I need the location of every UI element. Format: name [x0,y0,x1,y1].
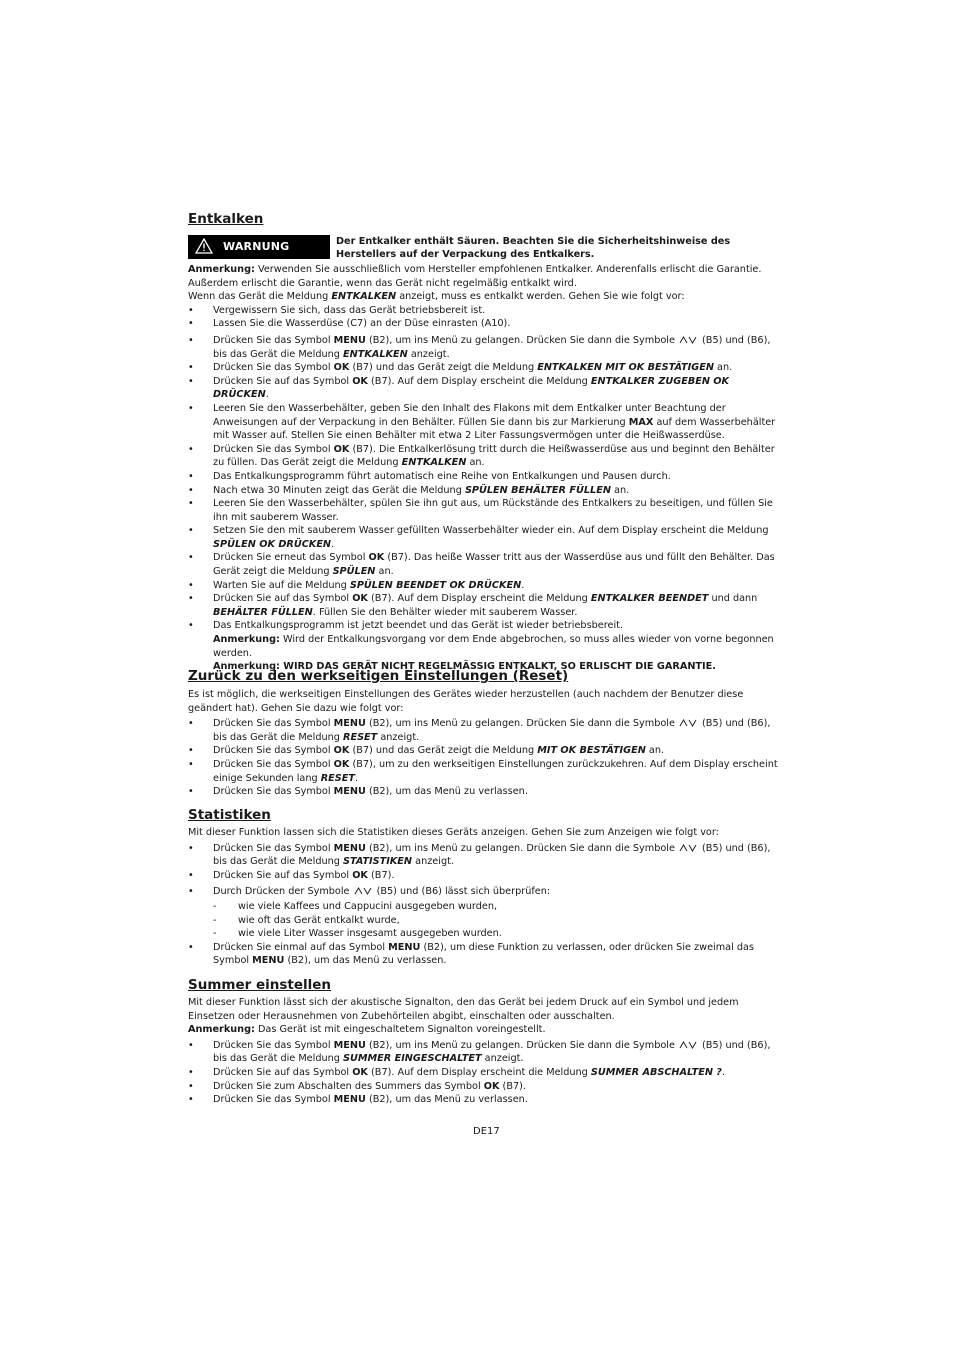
list-item: • Drücken Sie zum Abschalten des Summers das Symbol OK (B7). [188,1080,782,1094]
up-down-arrows-icon [679,336,697,344]
list-item: • Das Entkalkungsprogramm ist jetzt beendet und das Gerät ist wieder betriebsbereit. Anmerkung: Wird der Entkalkungsvorgang vor dem Ende abgebrochen, so muss alles wieder von vorne begonnen werden. Anmerkung: WIRD DAS GERÄT NICHT REGELMÄSSIG ENTKALKT, SO ERLISCHT DIE GARANTIE. [188,619,782,673]
list-item: • Drücken Sie das Symbol MENU (B2), um ins Menü zu gelangen. Drücken Sie dann die Symbole (B5) und (B6), bis das Gerät die Meldung RESET anzeigt. [188,717,782,744]
page-number: DE17 [473,1126,500,1137]
reset-body [188,688,782,799]
list-item: • Drücken Sie das Symbol MENU (B2), um ins Menü zu gelangen. Drücken Sie dann die Symbole (B5) und (B6), bis das Gerät die Meldung SUMMER EINGESCHALTET anzeigt. [188,1039,782,1066]
list-item: • Drücken Sie das Symbol MENU (B2), um das Menü zu verlassen. [188,1093,782,1107]
summer-steps [188,1039,782,1107]
list-item: • Durch Drücken der Symbole (B5) und (B6) lässt sich überprüfen: - wie viele Kaffees und Cappucini ausgegeben wurden, - wie oft das Gerät entkalkt wurde, - wie viele Liter Wasser insgesamt ausgegeben wurden. [188,885,782,940]
list-item: • Drücken Sie das Symbol OK (B7), um zu den werkseitigen Einstellungen zurückzukehren. Auf dem Display erscheint einige Sekunden lang RESET. [188,758,782,785]
statistiken-steps [188,842,782,968]
list-item: • Drücken Sie auf das Symbol OK (B7). Auf dem Display erscheint die Meldung ENTKALKER ZUGEBEN OK DRÜCKEN. [188,375,782,402]
list-item: • Drücken Sie auf das Symbol OK (B7). [188,869,782,883]
entkalken-body [188,263,782,674]
list-item: • Setzen Sie den mit sauberem Wasser gefüllten Wasserbehälter wieder ein. Auf dem Display erscheint die Meldung SPÜLEN OK DRÜCKEN. [188,524,782,551]
warning-label: WARNUNG [223,240,290,253]
list-item: • Leeren Sie den Wasserbehälter, spülen Sie ihn gut aus, um Rückstände des Entkalkers zu beseitigen, und füllen Sie ihn mit sauberem Wasser. [188,497,782,524]
warning-badge [188,235,330,259]
sub-item: - wie oft das Gerät entkalkt wurde, [213,914,782,928]
text-line: Wenn das Gerät die Meldung ENTKALKEN anzeigt, muss es entkalkt werden. Gehen Sie wie folgt vor: [188,291,685,303]
list-item: • Drücken Sie das Symbol OK (B7) und das Gerät zeigt die Meldung MIT OK BESTÄTIGEN an. [188,744,782,758]
entkalken-steps [188,304,782,674]
heading-reset: Zurück zu den werkseitigen Einstellungen (Reset) [188,668,569,684]
list-item: • Drücken Sie auf das Symbol OK (B7). Auf dem Display erscheint die Meldung ENTKALKER BEENDET und dann BEHÄLTER FÜLLEN. Füllen Sie den Behälter wieder mit sauberem Wasser. [188,592,782,619]
up-down-arrows-icon [354,887,372,895]
warning-triangle-icon [195,238,213,254]
list-item: • Drücken Sie das Symbol OK (B7). Die Entkalkerlösung tritt durch die Heißwasserdüse aus und beginnt den Behälter zu füllen. Das Gerät zeigt die Meldung ENTKALKEN an. [188,443,782,470]
list-item: • Leeren Sie den Wasserbehälter, geben Sie den Inhalt des Flakons mit dem Entkalker unter Beachtung der Anweisungen auf der Verpackung in den Behälter. Füllen Sie dann bis zur Markierung MAX auf dem Wasserbehälter mit Wasser auf. Stellen Sie einen Behälter mit etwa 2 Liter Fassungsvermögen unter die Heißwasserdüse. [188,402,782,443]
note-paragraph: Anmerkung: Verwenden Sie ausschließlich vom Hersteller empfohlenen Entkalker. Anderenfalls erlischt die Garantie. [188,264,762,275]
list-item: • Drücken Sie einmal auf das Symbol MENU (B2), um diese Funktion zu verlassen, oder drücken Sie zweimal das Symbol MENU (B2), um das Menü zu verlassen. [188,941,782,968]
list-item: • Drücken Sie erneut das Symbol OK (B7). Das heiße Wasser tritt aus der Wasserdüse aus und füllt den Behälter. Das Gerät zeigt die Meldung SPÜLEN an. [188,551,782,578]
summer-intro: Mit dieser Funktion lässt sich der akustische Signalton, den das Gerät bei jedem Druck auf ein Symbol und jedem Einsetzen oder Herausnehmen von Zubehörteilen abgibt, einschalten oder ausschalten. [188,997,739,1022]
list-item: • Drücken Sie auf das Symbol OK (B7). Auf dem Display erscheint die Meldung SUMMER ABSCHALTEN ?. [188,1066,782,1080]
list-item: • Lassen Sie die Wasserdüse (C7) an der Düse einrasten (A10). [188,317,782,331]
warning-block [188,235,782,261]
reset-steps [188,717,782,799]
up-down-arrows-icon [679,719,697,727]
sub-item: - wie viele Liter Wasser insgesamt ausgegeben wurden. [213,927,782,941]
list-item: • Drücken Sie das Symbol MENU (B2), um ins Menü zu gelangen. Drücken Sie dann die Symbole (B5) und (B6), bis das Gerät die Meldung ENTKALKEN anzeigt. [188,334,782,361]
statistiken-intro: Mit dieser Funktion lassen sich die Statistiken dieses Geräts anzeigen. Gehen Sie zum Anzeigen wie folgt vor: [188,827,719,838]
up-down-arrows-icon [679,844,697,852]
list-item: • Das Entkalkungsprogramm führt automatisch eine Reihe von Entkalkungen und Pausen durch. [188,470,782,484]
note-paragraph: Anmerkung: Das Gerät ist mit eingeschaltetem Signalton voreingestellt. [188,1024,546,1036]
heading-summer: Summer einstellen [188,977,332,993]
statistiken-body [188,826,782,968]
list-item: • Vergewissern Sie sich, dass das Gerät betriebsbereit ist. [188,304,782,318]
list-item: • Drücken Sie das Symbol MENU (B2), um das Menü zu verlassen. [188,785,782,799]
heading-statistiken: Statistiken [188,807,271,823]
up-down-arrows-icon [679,1041,697,1049]
sub-item: - wie viele Kaffees und Cappucini ausgegeben wurden, [213,900,782,914]
warning-text: Der Entkalker enthält Säuren. Beachten Sie die Sicherheitshinweise des Herstellers auf der Verpackung des Entkalkers. [336,236,731,261]
list-item: • Drücken Sie das Symbol MENU (B2), um ins Menü zu gelangen. Drücken Sie dann die Symbole (B5) und (B6), bis das Gerät die Meldung STATISTIKEN anzeigt. [188,842,782,869]
list-item: • Drücken Sie das Symbol OK (B7) und das Gerät zeigt die Meldung ENTKALKEN MIT OK BESTÄTIGEN an. [188,361,782,375]
list-item: • Warten Sie auf die Meldung SPÜLEN BEENDET OK DRÜCKEN. [188,579,782,593]
summer-body [188,996,782,1107]
list-item: • Nach etwa 30 Minuten zeigt das Gerät die Meldung SPÜLEN BEHÄLTER FÜLLEN an. [188,484,782,498]
statistiken-sublist [213,900,782,941]
text-line: Außerdem erlischt die Garantie, wenn das Gerät nicht regelmäßig entkalkt wird. [188,277,577,289]
heading-entkalken: Entkalken [188,211,264,227]
reset-intro: Es ist möglich, die werkseitigen Einstellungen des Gerätes wieder herzustellen (auch nachdem der Benutzer diese geändert hat). Gehen Sie dazu wie folgt vor: [188,689,744,714]
